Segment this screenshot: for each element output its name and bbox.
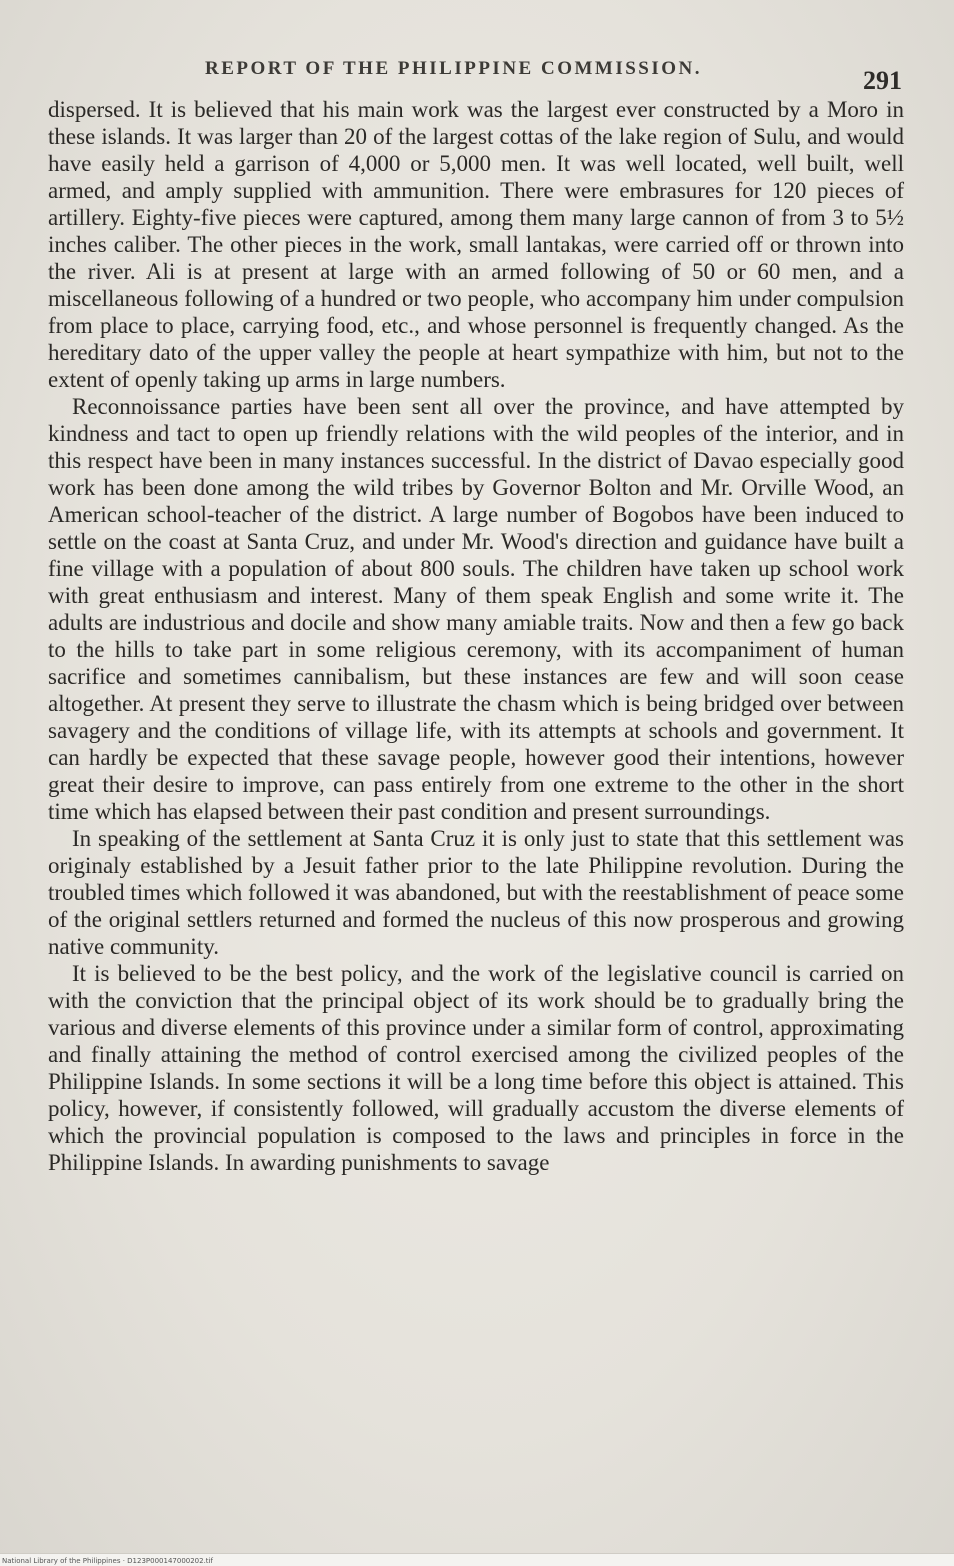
running-title: REPORT OF THE PHILIPPINE COMMISSION.	[205, 58, 703, 79]
body-text	[48, 96, 904, 1176]
paragraph: dispersed. It is believed that his main work was the largest ever constructed by a Moro in these islands. It was larger than 20 of the largest cottas of the lake region of Sulu, and would have easily held a garrison of 4,000 or 5,000 men. It was well located, well built, well armed, and amply supplied with ammunition. There were embrasures for 120 pieces of artillery. Eighty-five pieces were captured, among them many large cannon of from 3 to 5½ inches caliber. The other pieces in the work, small lantakas, were carried off or thrown into the river. Ali is at present at large with an armed following of 50 or 60 men, and a miscellaneous following of a hundred or two people, who accompany him under compulsion from place to place, carrying food, etc., and whose personnel is frequently changed. As the hereditary dato of the upper valley the people at heart sympathize with him, but not to the extent of openly taking up arms in large numbers.	[48, 97, 904, 392]
paragraph: It is believed to be the best policy, and the work of the legislative council is carried on with the conviction that the principal object of its work should be to gradually bring the various and diverse elements of this province under a similar form of control, approximating and finally attaining the method of control exercised among the civilized peoples of the Philippine Islands. In some sections it will be a long time before this object is attained. This policy, however, if consistently followed, will gradually accustom the diverse elements of which the provincial population is composed to the laws and principles in force in the Philippine Islands. In awarding punishments to savage	[48, 961, 904, 1175]
paragraph: In speaking of the settlement at Santa Cruz it is only just to state that this settlement was originaly established by a Jesuit father prior to the late Philippine revolution. During the troubled times which followed it was abandoned, but with the reestablishment of peace some of the original settlers returned and formed the nucleus of this now prosperous and growing native community.	[48, 826, 904, 959]
page-number: 291	[863, 66, 902, 95]
source-line: National Library of the Philippines · D123P000147000202.tif	[2, 1557, 213, 1565]
paragraph: Reconnoissance parties have been sent all over the province, and have attempted by kindness and tact to open up friendly relations with the wild peoples of the interior, and in this respect have been in many instances successful. In the district of Davao especially good work has been done among the wild tribes by Governor Bolton and Mr. Orville Wood, an American school-teacher of the district. A large number of Bogobos have been induced to settle on the coast at Santa Cruz, and under Mr. Wood's direction and guidance have built a fine village with a population of about 800 souls. The children have taken up school work with great enthusiasm and interest. Many of them speak English and some write it. The adults are industrious and docile and show many amiable traits. Now and then a few go back to the hills to take part in some religious ceremony, with its accompaniment of human sacrifice and sometimes cannibalism, but these instances are few and will soon cease altogether. At present they serve to illustrate the chasm which is being bridged over between savagery and the conditions of village life, with its attempts at schools and government. It can hardly be expected that these savage people, however good their intentions, however great their desire to improve, can pass entirely from one extreme to the other in the short time which has elapsed between their past condition and present surroundings.	[48, 394, 904, 824]
scan-footer	[0, 1553, 954, 1566]
